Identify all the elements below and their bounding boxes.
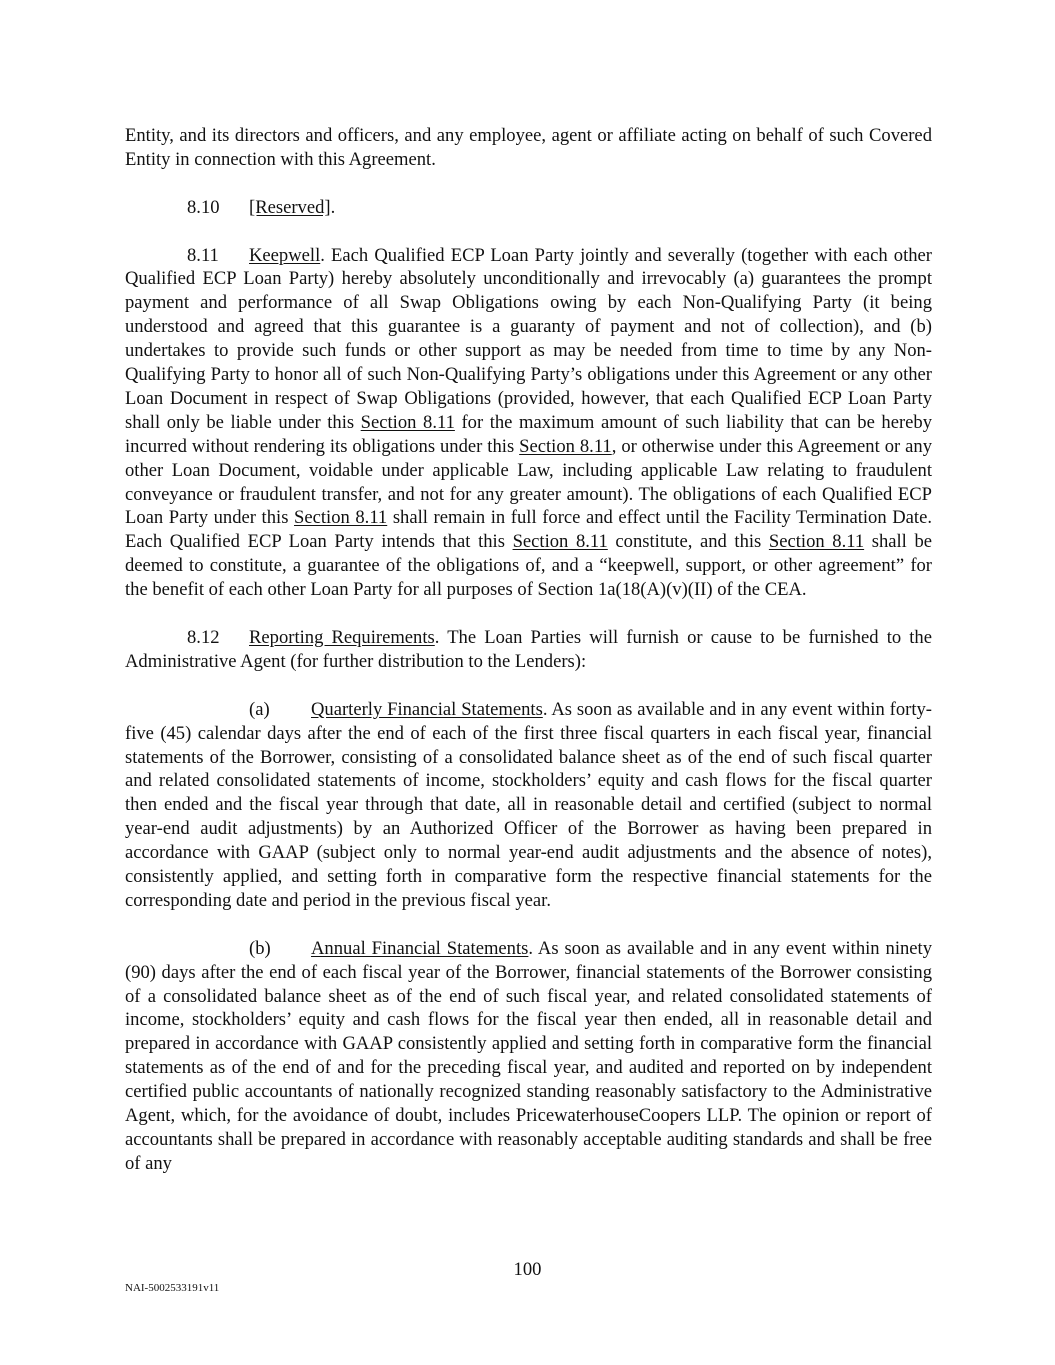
section-8-11-number: 8.11 (187, 244, 219, 266)
section-8-11-text-5: constitute, and this (607, 531, 769, 553)
document-body (125, 124, 932, 1200)
section-8-12-heading: Reporting Requirements (249, 626, 435, 648)
clause-a (125, 698, 932, 913)
section-8-10-heading: [Reserved] (249, 196, 331, 218)
section-8-11-text-3: , or otherwise under this Agreement or any other Loan Document, voidable under applicable Law, including applicable Law relating to fraudulent conveyance or fraudulent transfer, and not for any greater amount). The obligations of each Qualified ECP Loan Party under this (125, 435, 932, 529)
section-8-11-text-2: for the maximum amount of such liability that can be hereby incurred without rendering its obligations under this (125, 411, 932, 457)
section-8-10-period: . (330, 196, 336, 218)
section-8-12 (125, 626, 932, 674)
section-8-10 (125, 196, 932, 220)
intro-text: Entity, and its directors and officers, and any employee, agent or affiliate acting on behalf of such Covered Entity in connection with this Agreement. (125, 125, 932, 170)
section-8-11-text-1: . Each Qualified ECP Loan Party jointly and severally (together with each other Qualified ECP Loan Party) hereby absolutely unconditionally and irrevocably (a) guarantees the prompt payment and performance of all Swap Obligations owing by each Non-Qualifying Party (it being understood and agreed that this guarantee is a guaranty of payment and not of collection), and (b) undertakes to provide such funds or other support as may be needed from time to time by any Non-Qualifying Party to honor all of such Non-Qualifying Party’s obligations under this Agreement or any other Loan Document in respect of Swap Obligations (provided, however, that each Qualified ECP Loan Party shall only be liable under this (125, 244, 932, 433)
section-8-11 (125, 244, 932, 603)
document-id: NAI-5002533191v11 (125, 1282, 220, 1294)
section-8-11-text-4: shall remain in full force and effect until the Facility Termination Date. Each Qualified ECP Loan Party intends that this (125, 507, 932, 553)
page-number: 100 (513, 1259, 542, 1280)
clause-a-heading: Quarterly Financial Statements (311, 698, 543, 720)
section-8-11-heading: Keepwell (249, 244, 321, 266)
clause-a-label: (a) (249, 698, 270, 720)
clause-a-text: . As soon as available and in any event within forty-five (45) calendar days after the end of each of the first three fiscal quarters in each fiscal year, financial statements of the Borrower, consisting of a consolidated balance sheet as of the end of such fiscal quarter and related consolidated statements of income, stockholders’ equity and cash flows for the fiscal quarter then ended and the fiscal year through that date, all in reasonable detail and certified (subject to normal year-end audit adjustments) by an Authorized Officer of the Borrower as having been prepared in accordance with GAAP (subject only to normal year-end audit adjustments and the absence of notes), consistently applied, and setting forth in comparative form the respective financial statements for the corresponding date and period in the previous fiscal year. (125, 698, 932, 911)
section-8-11-text-6: shall be deemed to constitute, a guarantee of the obligations of, and a “keepwell, support, or other agreement” for the benefit of each other Loan Party for all purposes of Section 1a(18(A)(v)(II) of the CEA. (125, 531, 933, 601)
clause-b (125, 937, 932, 1176)
clause-b-heading: Annual Financial Statements (311, 937, 529, 959)
section-8-11-ref-4: Section 8.11 (512, 531, 608, 553)
section-8-12-text: . The Loan Parties will furnish or cause to be furnished to the Administrative Agent (for further distribution to the Lenders): (125, 626, 932, 672)
section-8-12-number: 8.12 (187, 626, 220, 648)
section-8-11-ref-3: Section 8.11 (294, 507, 388, 529)
clause-b-text: . As soon as available and in any event within ninety (90) days after the end of each fiscal year of the Borrower, financial statements of the Borrower consisting of a consolidated balance sheet as of the end of such fiscal year, and related consolidated statements of income, stockholders’ equity and cash flows for the fiscal year then ended, all in reasonable detail and prepared in accordance with GAAP consistently applied and setting forth in comparative form the financial statements as of the end of and for the preceding fiscal year, and audited and reported on by independent certified public accountants of nationally recognized standing reasonably satisfactory to the Administrative Agent, which, for the avoidance of doubt, includes PricewaterhouseCoopers LLP. The opinion or report of accountants shall be prepared in accordance with reasonably acceptable auditing standards and shall be free of any (125, 937, 933, 1174)
section-8-11-ref-1: Section 8.11 (360, 411, 455, 433)
intro-paragraph (125, 124, 932, 172)
section-8-11-ref-2: Section 8.11 (519, 435, 612, 457)
section-8-10-number: 8.10 (187, 196, 220, 218)
section-8-11-ref-5: Section 8.11 (768, 531, 865, 553)
clause-b-label: (b) (249, 937, 271, 959)
